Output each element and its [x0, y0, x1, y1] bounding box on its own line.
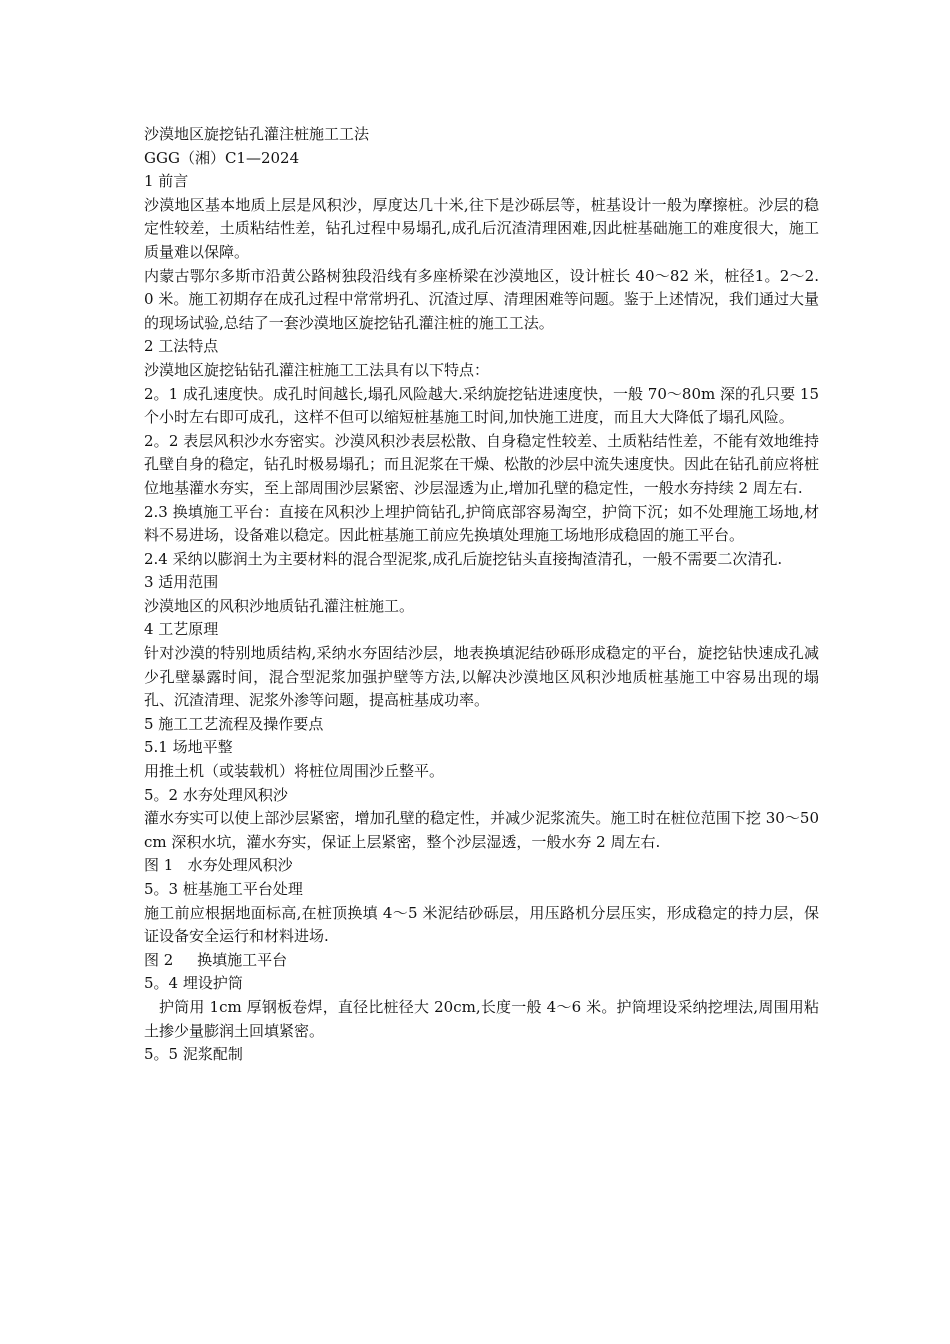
paragraph: 内蒙古鄂尔多斯市沿黄公路树独段沿线有多座桥梁在沙漠地区，设计桩长 40～82 米，桩径1。2～2.0 米。施工初期存在成孔过程中常常坍孔、沉渣过厚、清理困难等问题。鉴于上述情况，我们通过大量的现场试验,总结了一套沙漠地区旋挖钻孔灌注桩的施工工法。 [144, 266, 819, 332]
section-heading: 3 适用范围 [144, 573, 219, 592]
paragraph: 沙漠地区的风积沙地质钻孔灌注桩施工。 [144, 596, 415, 615]
document-title: 沙漠地区旋挖钻孔灌注桩施工工法 [144, 125, 370, 143]
figure-caption: 图 1 水夯处理风积沙 [144, 856, 293, 875]
paragraph: 2。1 成孔速度快。成孔时间越长,塌孔风险越大.采纳旋挖钻进速度快，一般 70～80m 深的孔只要 15 个小时左右即可成孔，这样不但可以缩短桩基施工时间,加快施工进度，而且大大降低了塌孔风险。 [144, 384, 824, 427]
paragraph: 护筒用 1cm 厚钢板卷焊，直径比桩径大 20cm,长度一般 4～6 米。护筒埋设采纳挖埋法,周围用粘土掺少量膨润土回填紧密。 [144, 997, 819, 1040]
paragraph: 施工前应根据地面标高,在桩顶换填 4～5 米泥结砂砾层，用压路机分层压实，形成稳定的持力层，保证设备安全运行和材料进场. [144, 903, 819, 946]
section-heading: 1 前言 [144, 172, 189, 191]
figure-caption: 图 2 换填施工平台 [144, 950, 288, 969]
paragraph: 用推土机（或装载机）将桩位周围沙丘整平。 [144, 762, 445, 781]
subsection-heading: 5。3 桩基施工平台处理 [144, 880, 303, 898]
subsection-heading: 5。4 埋设护筒 [144, 974, 243, 993]
section-heading: 4 工艺原理 [144, 620, 219, 639]
subsection-heading: 5.1 场地平整 [144, 738, 233, 757]
paragraph: 2.3 换填施工平台：直接在风积沙上埋护筒钻孔,护筒底部容易淘空，护筒下沉；如不处理施工场地,材料不易进场，设备难以稳定。因此桩基施工前应先换填处理施工场地形成稳固的施工平台。 [144, 502, 819, 545]
paragraph: 沙漠地区旋挖钻钻孔灌注桩施工工法具有以下特点： [144, 360, 490, 379]
paragraph: 2.4 采纳以膨润土为主要材料的混合型泥浆,成孔后旋挖钻头直接掏渣清孔，一般不需要二次清孔. [144, 549, 783, 568]
paragraph: 针对沙漠的特别地质结构,采纳水夯固结沙层，地表换填泥结砂砾形成稳定的平台，旋挖钻快速成孔减少孔壁暴露时间，混合型泥浆加强护壁等方法,以解决沙漠地区风积沙地质桩基施工中容易出现的塌孔、沉渣清理、泥浆外渗等问题，提高桩基成功率。 [144, 644, 819, 710]
paragraph: 沙漠地区基本地质上层是风积沙，厚度达几十米,往下是沙砾层等，桩基设计一般为摩擦桩。沙层的稳定性较差，土质粘结性差，钻孔过程中易塌孔,成孔后沉渣清理困难,因此桩基础施工的难度很大，施工质量难以保障。 [144, 195, 819, 261]
paragraph: 2。2 表层风积沙水夯密实。沙漠风积沙表层松散、自身稳定性较差、土质粘结性差，不能有效地维持孔壁自身的稳定，钻孔时极易塌孔；而且泥浆在干燥、松散的沙层中流失速度快。因此在钻孔前应将桩位地基灌水夯实，至上部周围沙层紧密、沙层湿透为止,增加孔壁的稳定性，一般水夯持续 2 周左右. [144, 431, 820, 497]
section-heading: 5 施工工艺流程及操作要点 [144, 714, 324, 733]
standard-code: GGG（湘）C1—2024 [144, 148, 300, 167]
document-body [144, 123, 824, 1067]
subsection-heading: 5。5 泥浆配制 [144, 1045, 243, 1064]
section-heading: 2 工法特点 [144, 337, 219, 356]
subsection-heading: 5。2 水夯处理风积沙 [144, 785, 288, 804]
paragraph: 灌水夯实可以使上部沙层紧密，增加孔壁的稳定性，并减少泥浆流失。施工时在桩位范围下挖 30～50cm 深积水坑，灌水夯实，保证上层紧密，整个沙层湿透，一般水夯 2 周左右. [144, 809, 819, 851]
